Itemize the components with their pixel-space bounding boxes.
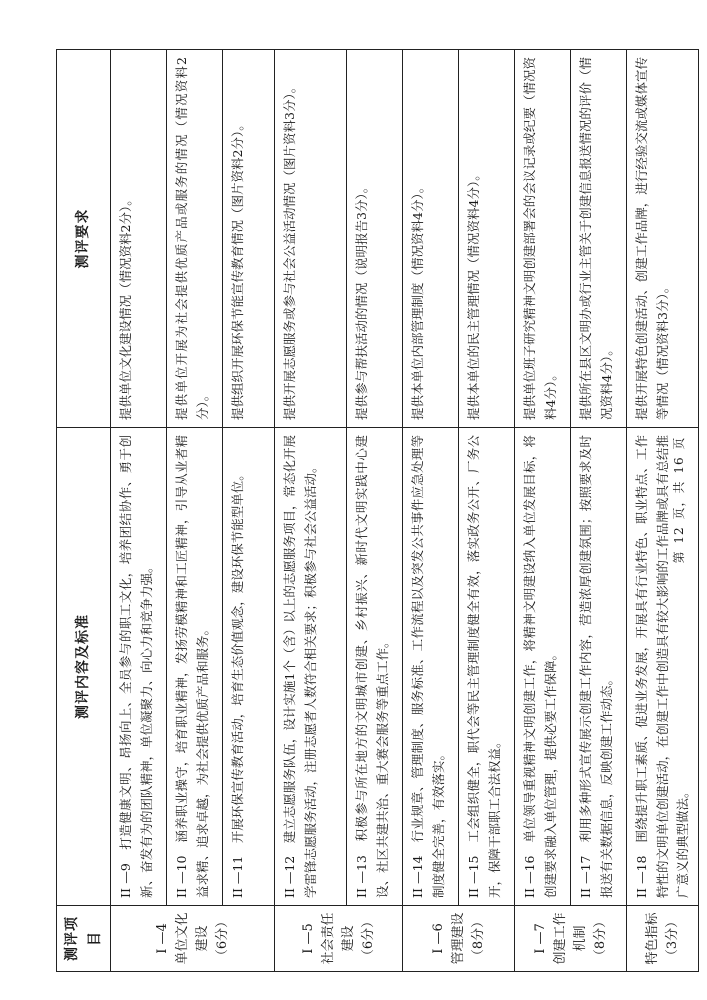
requirement-cell: 提供所在县区文明办或行业主管关于创建信息报送情况的评价（情况资料4分）。 [571,50,627,428]
category-cell [515,906,627,972]
content-cell: II —14 行业规章、管理制度、服务标准、工作流程以及突发公共事件应急处理等制度健全完善，有效落实。 [403,428,459,906]
header-requirement: 测评要求 [57,50,111,428]
category-line: I —5 [300,923,316,954]
requirement-cell: 提供单位班子研究精神文明创建部署会的会议记录或纪要（情况资料4分）。 [515,50,571,428]
content-cell: II —10 涵养职业操守，培育职业精神，发扬劳模精神和工匠精神，引导从业者精益求精、追求卓越，为社会提供优质产品和服务。 [167,428,223,906]
requirement-cell: 提供开展特色创建活动、创建工作品牌，进行经验交流或媒体宣传等情况（情况资料3分）。 [627,50,699,428]
requirement-cell: 提供开展志愿服务或参与社会公益活动情况（图片资料3分）。 [275,50,347,428]
page-mid: 页，共 [672,480,686,520]
content-cell: II —9 打造健康文明、昂扬向上、全员参与的职工文化，培养团结协作、勇于创新、奋发有为的团队精神，单位凝聚力、向心力和竞争力强。 [111,428,167,906]
table-row [571,50,627,972]
category-line: 创建工作 [552,912,568,965]
category-line: （3分） [664,914,680,963]
content-cell: II —12 建立志愿服务队伍，设计实施1个（含）以上的志愿服务项目，常态化开展学雷锋志愿服务活动，注册志愿者人数符合相关要求；积极参与社会公益活动。 [275,428,347,906]
table-body [111,50,699,972]
page-current: 12 [672,526,686,544]
evaluation-table [56,49,699,972]
content-cell: II —17 利用多种形式宣传展示创建工作内容，营造浓厚创建氛围；按照要求及时报送有关数据信息，反映创建工作动态。 [571,428,627,906]
category-cell [275,906,403,972]
page-footer [670,0,687,1000]
category-line: 管理建设 [450,912,466,965]
content-cell: II —13 积极参与所在地方的文明城市创建、乡村振兴、新时代文明实践中心建设、社区共建共治、重大赛会服务等重点工作。 [347,428,403,906]
table-row [627,50,699,972]
header-item: 测评项目 [57,906,111,972]
content-cell: II —18 围绕提升职工素质、促进业务发展，开展具有行业特色、职业特点、工作特性的文明单位创建活动，在创建工作中创造具有较大影响的工作品牌或具有总结推广意义的典型做法。 [627,428,699,906]
table-row [223,50,275,972]
requirement-cell: 提供本单位的民主管理情况（情况资料4分）。 [459,50,515,428]
table-row [275,50,347,972]
requirement-cell: 提供组织开展环保节能宣传教育情况（图片资料2分）。 [223,50,275,428]
content-cell: II —16 单位领导重视精神文明创建工作，将精神文明建设纳入单位发展目标，将创建要求融入单位管理，提供必要工作保障。 [515,428,571,906]
table-row [111,50,167,972]
page-suffix: 页 [672,436,686,450]
content-cell: II —11 开展环保宣传教育活动，培育生态价值观念，建设环保节能型单位。 [223,428,275,906]
category-cell [111,906,275,972]
category-line: I —7 [532,923,548,954]
requirement-cell: 提供单位文化建设情况（情况资料2分）。 [111,50,167,428]
category-line: I —6 [430,923,446,954]
category-line: （6分） [360,914,376,963]
category-line: （8分） [470,914,486,963]
content-cell: II —15 工会组织健全，职代会等民主管理制度健全有效，落实政务公开、厂务公开，保障干部职工合法权益。 [459,428,515,906]
category-line: 社会责任 [320,912,336,965]
table-header-row [57,50,111,972]
table-row [403,50,459,972]
category-cell [627,906,699,972]
table-row [167,50,223,972]
table-row [347,50,403,972]
requirement-cell: 提供参与帮扶活动的情况（说明报告3分）。 [347,50,403,428]
category-line: （8分） [592,914,608,963]
header-content: 测评内容及标准 [57,428,111,906]
requirement-cell: 提供单位开展为社会提供优质产品或服务的情况（情况资料2分）。 [167,50,223,428]
category-cell [403,906,515,972]
category-line: （6分） [214,914,230,963]
table-row [515,50,571,972]
page-prefix: 第 [672,550,686,564]
table-row [459,50,515,972]
category-line: 建设 [194,925,210,952]
requirement-cell: 提供本单位内部管理制度（情况资料4分）。 [403,50,459,428]
category-line: 机制 [572,925,588,952]
page-total: 16 [672,456,686,474]
category-line: I —4 [154,923,170,954]
category-line: 建设 [340,925,356,952]
category-line: 特色指标 [644,912,660,965]
category-line: 单位文化 [174,912,190,965]
